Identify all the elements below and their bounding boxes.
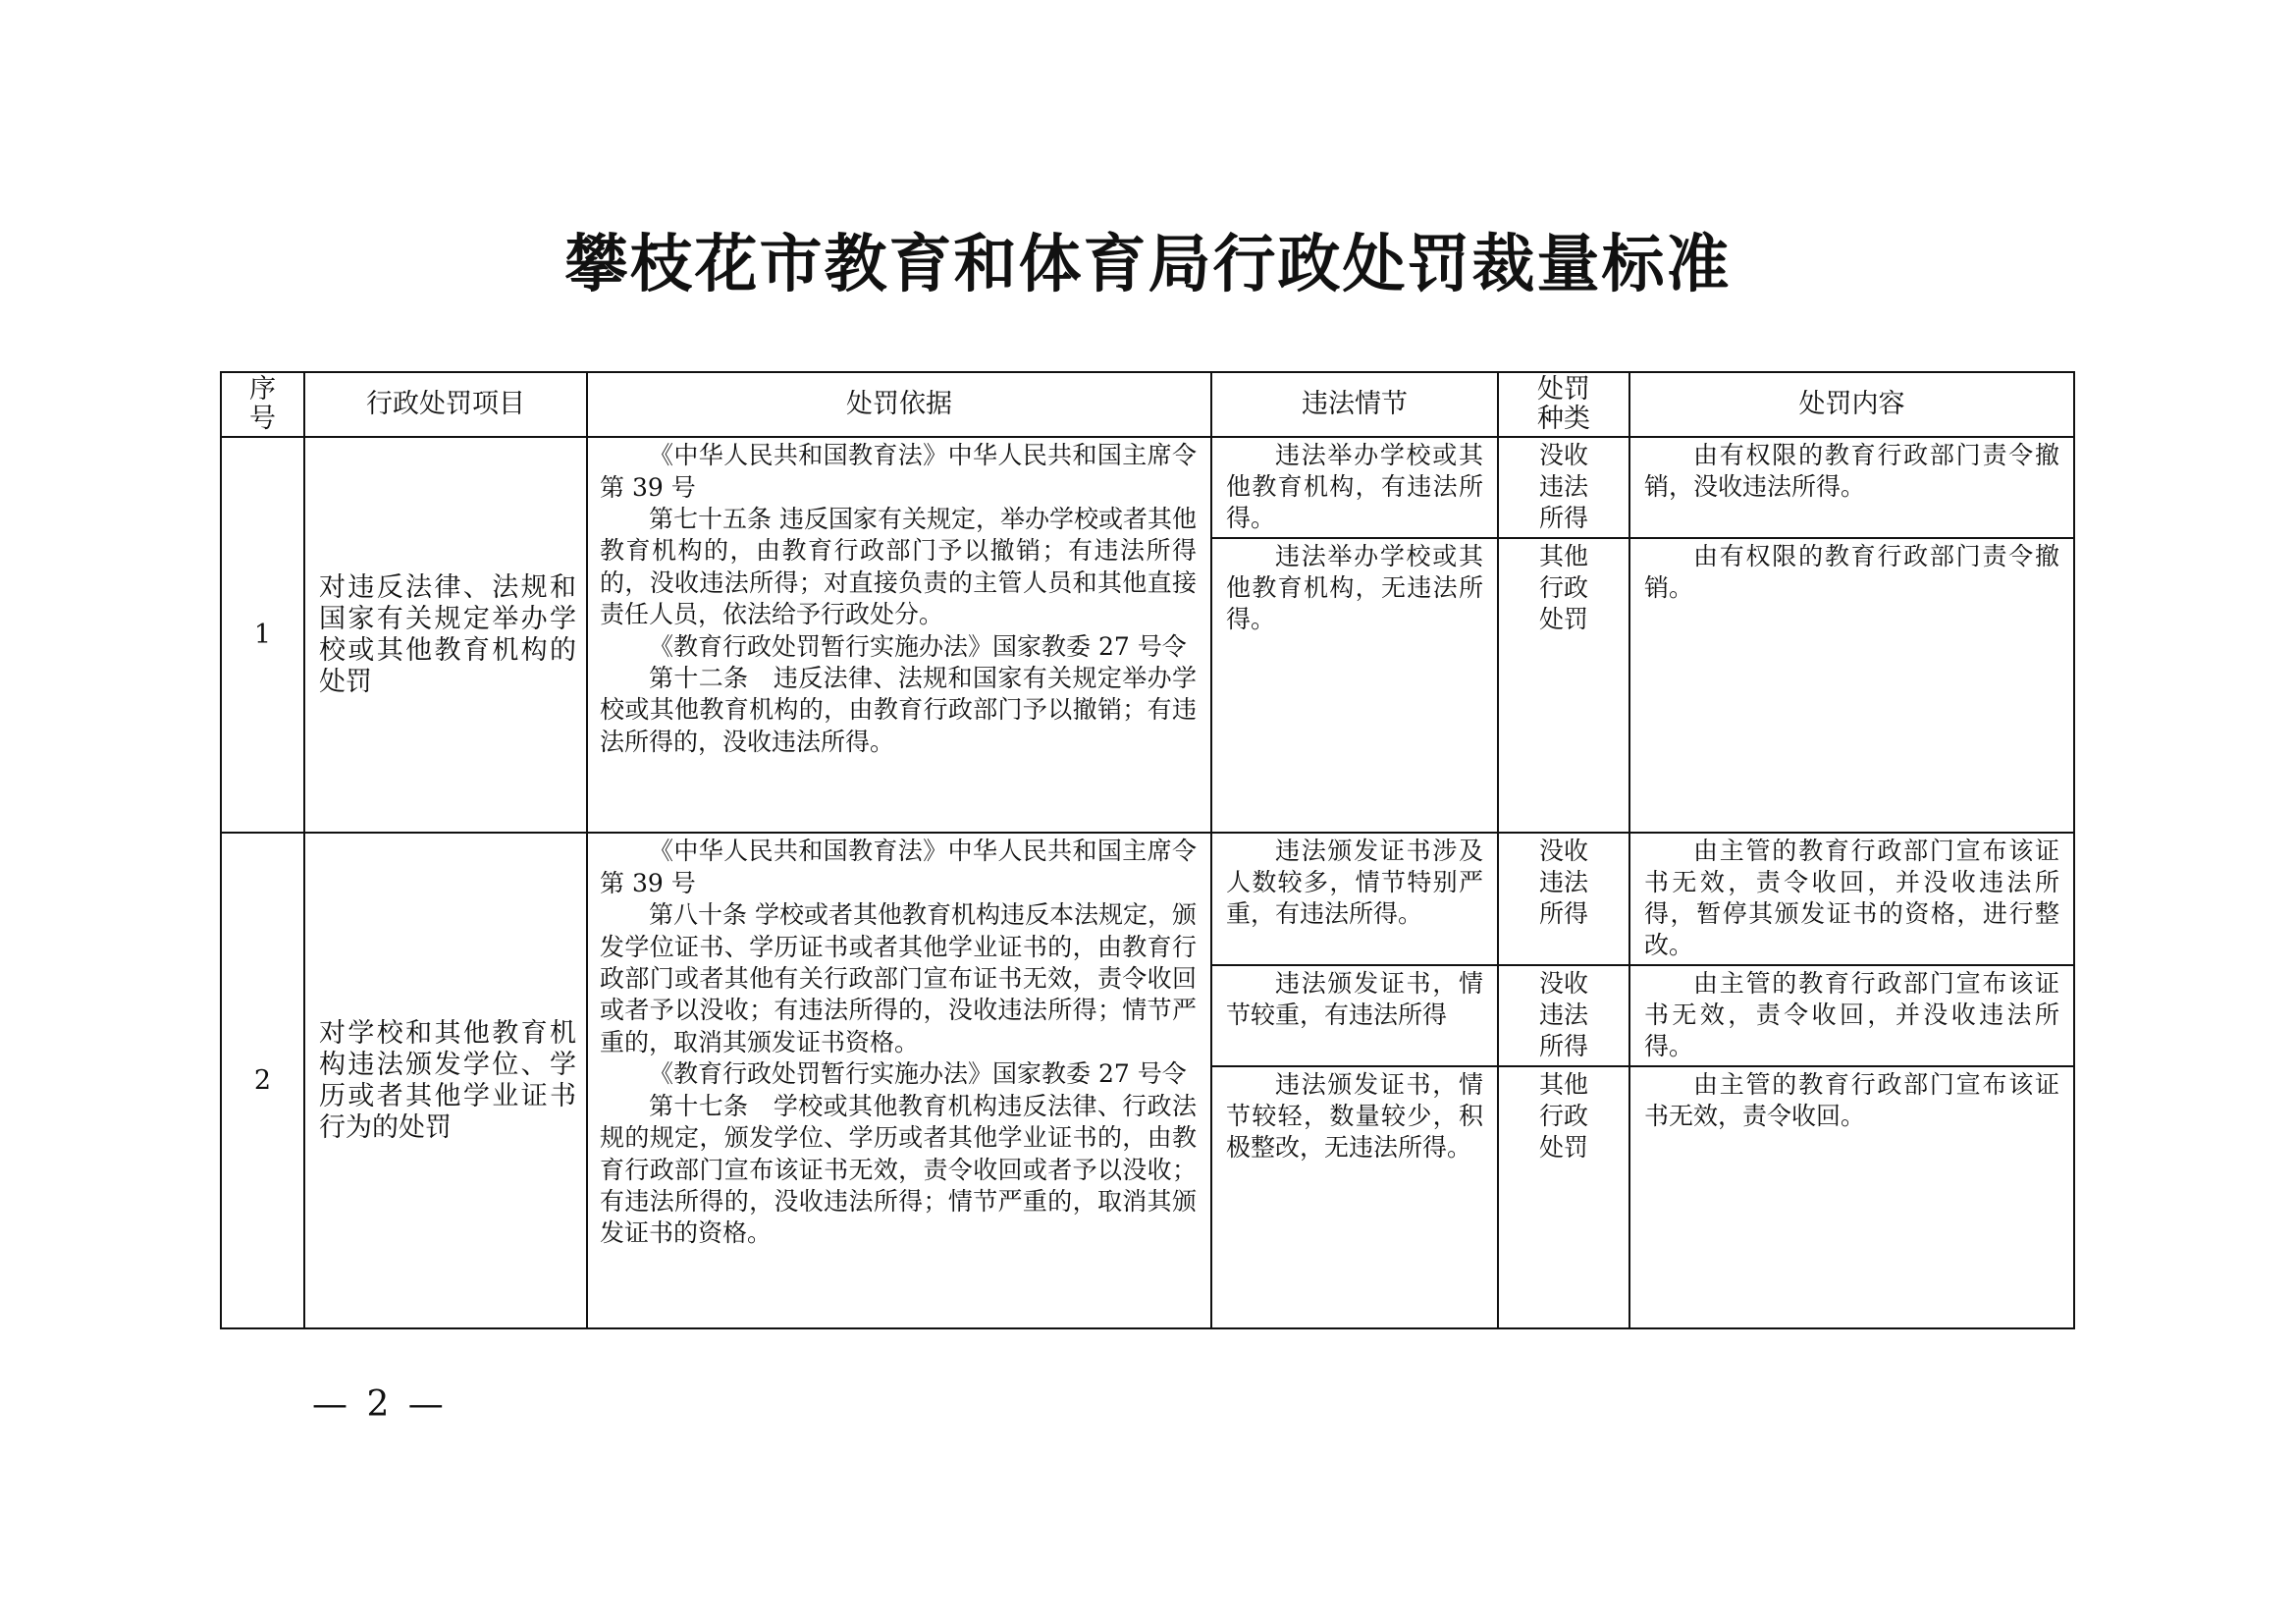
basis-paragraph: 《中华人民共和国教育法》中华人民共和国主席令第 39 号 — [600, 837, 1197, 897]
row-kind — [1498, 833, 1629, 964]
kind-line: 所得 — [1538, 1031, 1588, 1060]
circumstance-text: 违法颁发证书涉及人数较多，情节特别严重，有违法所得。 — [1226, 837, 1483, 929]
header-item: 行政处罚项目 — [304, 372, 587, 437]
circumstance-text: 违法颁发证书，情节较轻，数量较少，积极整改，无违法所得。 — [1226, 1070, 1483, 1163]
circumstance-text: 违法颁发证书，情节较重，有违法所得 — [1226, 968, 1483, 1029]
kind-line: 其他 — [1538, 541, 1588, 570]
content-text: 由有权限的教育行政部门责令撤销，没收违法所得。 — [1644, 441, 2059, 502]
row-circumstance — [1211, 1066, 1498, 1328]
kind-line: 违法 — [1538, 472, 1588, 502]
basis-paragraph: 第十七条 学校或其他教育机构违反法律、行政法规的规定，颁发学位、学历或者其他学业证书的，由教育行政部门宣布该证书无效，责令收回或者予以没收；有违法所得的，没收违法所得；情节严重的，取消其颁发证书的资格。 — [600, 1091, 1197, 1248]
row-circumstance — [1211, 538, 1498, 834]
content-text: 由主管的教育行政部门宣布该证书无效，责令收回，并没收违法所得，暂停其颁发证书的资格，进行整改。 — [1644, 837, 2059, 960]
row-content — [1629, 965, 2074, 1066]
basis-paragraph: 《中华人民共和国教育法》中华人民共和国主席令第 39 号 — [600, 441, 1197, 502]
basis-paragraph: 《教育行政处罚暂行实施办法》国家教委 27 号令 — [649, 1059, 1187, 1089]
header-kind: 处罚种类 — [1498, 372, 1629, 437]
row-content — [1629, 538, 2074, 834]
row-circumstance — [1211, 437, 1498, 537]
row-seq: 2 — [221, 833, 304, 1328]
row-content — [1629, 437, 2074, 537]
kind-line: 其他 — [1538, 1070, 1588, 1100]
kind-line: 所得 — [1538, 504, 1588, 533]
row-kind — [1498, 1066, 1629, 1328]
header-content: 处罚内容 — [1629, 372, 2074, 437]
page-title: 攀枝花市教育和体育局行政处罚裁量标准 — [564, 229, 1732, 301]
table-header-row — [221, 372, 2074, 437]
row-item: 对学校和其他教育机构违法颁发学位、学历或者其他学业证书行为的处罚 — [304, 833, 587, 1328]
content-text: 由有权限的教育行政部门责令撤销。 — [1644, 541, 2059, 602]
kind-line: 违法 — [1538, 868, 1588, 897]
circumstance-text: 违法举办学校或其他教育机构，有违法所得。 — [1226, 441, 1483, 533]
kind-line: 行政 — [1538, 1102, 1588, 1131]
row-circumstance — [1211, 965, 1498, 1066]
content-text: 由主管的教育行政部门宣布该证书无效，责令收回，并没收违法所得。 — [1644, 968, 2059, 1060]
header-basis: 处罚依据 — [587, 372, 1211, 437]
row-kind — [1498, 965, 1629, 1066]
kind-line: 处罚 — [1538, 1133, 1588, 1163]
content-text: 由主管的教育行政部门宣布该证书无效，责令收回。 — [1644, 1070, 2059, 1131]
kind-line: 违法 — [1538, 1000, 1588, 1029]
basis-paragraph: 第八十条 学校或者其他教育机构违反本法规定，颁发学位证书、学历证书或者其他学业证书的，由教育行政部门或者其他有关行政部门宣布证书无效，责令收回或者予以没收；有违法所得的，没收违法所得；情节严重的，取消其颁发证书资格。 — [600, 900, 1197, 1056]
page-number: — 2 — — [312, 1384, 448, 1425]
basis-paragraph: 《教育行政处罚暂行实施办法》国家教委 27 号令 — [649, 631, 1187, 661]
header-seq: 序号 — [221, 372, 304, 437]
table-row — [221, 437, 2074, 537]
basis-paragraph: 第十二条 违反法律、法规和国家有关规定举办学校或其他教育机构的，由教育行政部门予以撤销；有违法所得的，没收违法所得。 — [600, 664, 1197, 756]
row-item: 对违反法律、法规和国家有关规定举办学校或其他教育机构的处罚 — [304, 437, 587, 833]
row-kind — [1498, 538, 1629, 834]
row-basis — [587, 437, 1211, 833]
row-content — [1629, 833, 2074, 964]
table-row — [221, 833, 2074, 964]
row-seq: 1 — [221, 437, 304, 833]
row-kind — [1498, 437, 1629, 537]
penalty-standard-table — [220, 371, 2075, 1329]
kind-line: 没收 — [1538, 837, 1588, 866]
row-basis — [587, 833, 1211, 1328]
kind-line: 没收 — [1538, 968, 1588, 998]
basis-paragraph: 第七十五条 违反国家有关规定，举办学校或者其他教育机构的，由教育行政部门予以撤销；有违法所得的，没收违法所得；对直接负责的主管人员和其他直接责任人员，依法给予行政处分。 — [600, 505, 1197, 629]
row-content — [1629, 1066, 2074, 1328]
row-circumstance — [1211, 833, 1498, 964]
kind-line: 处罚 — [1538, 604, 1588, 633]
header-circumstance: 违法情节 — [1211, 372, 1498, 437]
circumstance-text: 违法举办学校或其他教育机构，无违法所得。 — [1226, 541, 1483, 633]
kind-line: 行政 — [1538, 572, 1588, 602]
kind-line: 没收 — [1538, 441, 1588, 470]
kind-line: 所得 — [1538, 899, 1588, 929]
